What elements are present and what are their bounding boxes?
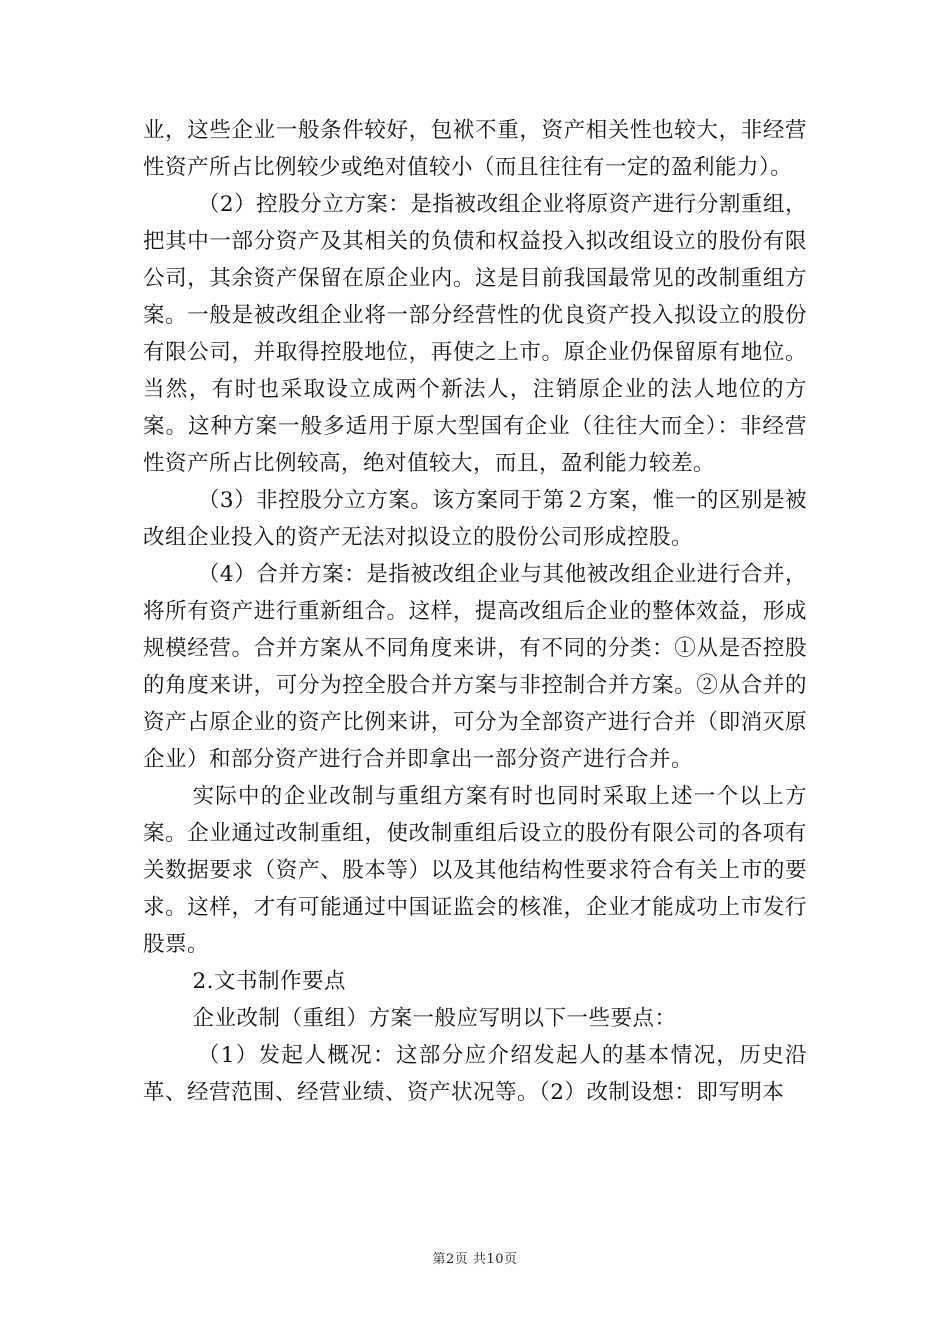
body-text — [143, 112, 807, 1111]
page-footer — [0, 1248, 950, 1267]
page-number: 2 — [446, 1252, 455, 1267]
paragraph-non-holding-split: （3）非控股分立方案。该方案同于第２方案，惟一的区别是被改组企业投入的资产无法对拟设立的股份公司形成控股。 — [143, 488, 807, 550]
footer-suffix: 页 — [503, 1252, 518, 1267]
section-heading: 2.文书制作要点 — [192, 969, 346, 994]
paragraph-intro-points: 企业改制（重组）方案一般应写明以下一些要点： — [192, 1006, 677, 1031]
paragraph-holding-split: （2）控股分立方案：是指被改组企业将原资产进行分割重组，把其中一部分资产及其相关的负债和权益投入拟改组设立的股份有限公司，其余资产保留在原企业内。这是目前我国最常见的改制重组方案。一般是被改组企业将一部分经营性的优良资产投入拟设立的股份有限公司，并取得控股地位，再使之上市。原企业仍保留原有地位。当然，有时也采取设立成两个新法人，注销原企业的法人地位的方案。这种方案一般多适用于原大型国有企业（往往大而全）：非经营性资产所占比例较高，绝对值较大，而且，盈利能力较差。 — [143, 192, 807, 476]
footer-middle: 页 共 — [454, 1252, 487, 1267]
paragraph-practice: 实际中的企业改制与重组方案有时也同时采取上述一个以上方案。企业通过改制重组，使改制重组后设立的股份有限公司的各项有关数据要求（资产、股本等）以及其他结构性要求符合有关上市的要求。这样，才有可能通过中国证监会的核准，企业才能成功上市发行股票。 — [143, 784, 807, 957]
page-total: 10 — [486, 1252, 504, 1267]
paragraph-continued: 业，这些企业一般条件较好，包袱不重，资产相关性也较大，非经营性资产所占比例较少或绝对值较小（而且往往有一定的盈利能力）。 — [143, 118, 807, 180]
paragraph-points: （1）发起人概况：这部分应介绍发起人的基本情况，历史沿革、经营范围、经营业绩、资产状况等。（2）改制设想：即写明本 — [143, 1043, 807, 1105]
footer-prefix: 第 — [432, 1252, 447, 1267]
paragraph-merger: （4）合并方案：是指被改组企业与其他被改组企业进行合并，将所有资产进行重新组合。这样，提高改组后企业的整体效益，形成规模经营。合并方案从不同角度来讲，有不同的分类：①从是否控股的角度来讲，可分为控全股合并方案与非控制合并方案。②从合并的资产占原企业的资产比例来讲，可分为全部资产进行合并（即消灭原企业）和部分资产进行合并即拿出一部分资产进行合并。 — [143, 562, 807, 772]
